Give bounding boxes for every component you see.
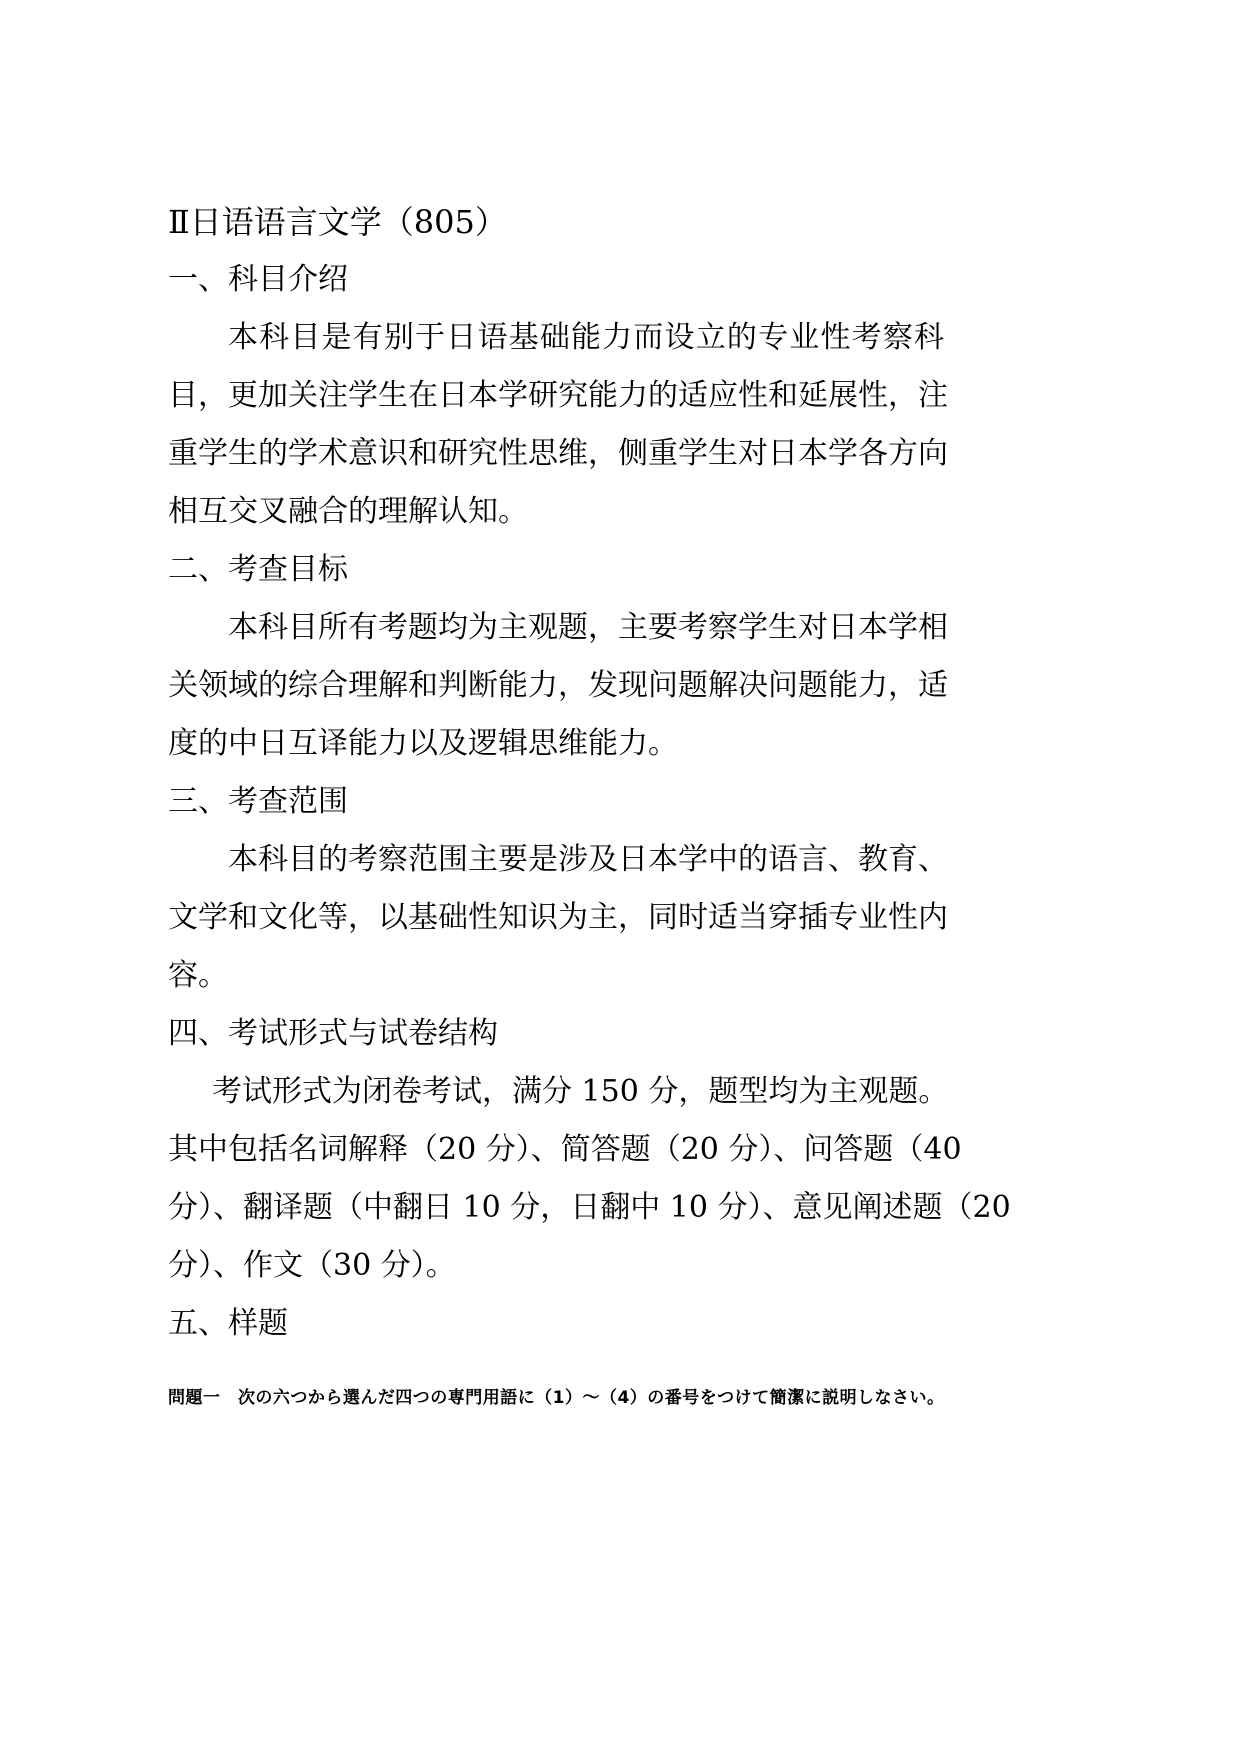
paragraph-line: 本科目的考察范围主要是涉及日本学中的语言、教育、: [228, 842, 948, 877]
document-title: Ⅱ日语语言文学（805）: [168, 203, 507, 241]
paragraph-line: 文学和文化等，以基础性知识为主，同时适当穿插专业性内: [168, 900, 948, 935]
section-heading-format: 四、考试形式与试卷结构: [168, 1016, 498, 1051]
section-heading-scope: 三、考查范围: [168, 784, 348, 819]
paragraph-line: 分）、翻译题（中翻日 10 分，日翻中 10 分）、意见阐述题（20: [168, 1190, 1011, 1225]
section-heading-sample: 五、样题: [168, 1306, 288, 1341]
paragraph-line: 目，更加关注学生在日本学研究能力的适应性和延展性，注: [168, 378, 948, 413]
paragraph-line: 分）、作文（30 分）。: [168, 1248, 456, 1283]
paragraph-line: 重学生的学术意识和研究性思维，侧重学生对日本学各方向: [168, 436, 948, 471]
paragraph-line: 本科目是有别于日语基础能力而设立的专业性考察科: [228, 320, 944, 355]
paragraph-line: 容。: [168, 958, 228, 993]
section-heading-intro: 一、科目介绍: [168, 262, 348, 297]
paragraph-line: 关领域的综合理解和判断能力，发现问题解决问题能力，适: [168, 668, 948, 703]
sample-question: 問題一 次の六つから選んだ四つの専門用語に（1）～（4）の番号をつけて簡潔に説明しなさい。: [168, 1388, 944, 1408]
paragraph-line: 相互交叉融合的理解认知。: [168, 494, 528, 529]
paragraph-line: 考试形式为闭卷考试，满分 150 分，题型均为主观题。: [212, 1074, 949, 1109]
section-heading-objectives: 二、考查目标: [168, 552, 348, 587]
paragraph-line: 度的中日互译能力以及逻辑思维能力。: [168, 726, 678, 761]
paragraph-line: 本科目所有考题均为主观题，主要考察学生对日本学相: [228, 610, 948, 645]
paragraph-line: 其中包括名词解释（20 分）、简答题（20 分）、问答题（40: [168, 1132, 962, 1167]
